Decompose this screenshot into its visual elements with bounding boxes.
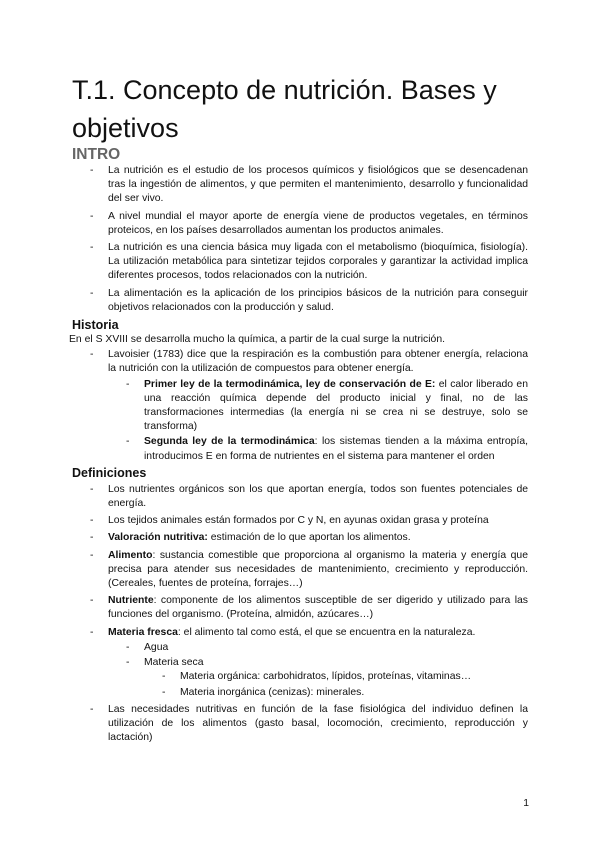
term: Nutriente	[108, 595, 154, 607]
intro-list	[72, 164, 528, 315]
list-item: - La nutrición es una ciencia básica muy ligada con el metabolismo (bioquímica, fisiología). La utilización metabólica para sintetizar tejidos corporales y garantizar la actividad implica diferentes procesos, todos relacionados con la nutrición.	[108, 241, 528, 284]
list-item	[108, 348, 528, 464]
page-number: 1	[523, 798, 529, 809]
page-title: T.1. Concepto de nutrición. Bases y objetivos	[72, 75, 497, 143]
materia-seca-label: Materia seca	[144, 657, 204, 669]
lavoisier-text: Lavoisier (1783) dice que la respiración es la combustión para obtener energía, relaciona la nutrición con la utilización de compuestos para obtener energía.	[108, 349, 528, 375]
law-name: Segunda ley de la termodinámica	[144, 436, 315, 448]
list-item: - Materia inorgánica (cenizas): minerales.	[180, 686, 528, 700]
historia-list	[72, 348, 528, 464]
term: Materia fresca	[108, 626, 178, 638]
list-item	[144, 378, 528, 435]
list-item	[144, 435, 528, 463]
term-definition: estimación de lo que aportan los alimentos.	[207, 532, 411, 544]
list-item	[108, 531, 528, 545]
list-item	[108, 594, 528, 622]
term-definition: : componente de los alimentos susceptible de ser digerido y utilizado para las funciones del organismo. (Proteína, almidón, azúcares…)	[108, 595, 528, 621]
term: Valoración nutritiva:	[108, 532, 208, 544]
document-body	[69, 146, 528, 748]
historia-paragraph: En el S XVIII se desarrolla mucho la química, a partir de la cual surge la nutrición.	[69, 334, 445, 346]
list-item: - A nivel mundial el mayor aporte de energía viene de productos vegetales, en términos proteicos, en los países desarrollados aumentan los productos animales.	[108, 210, 528, 238]
list-item: - Los nutrientes orgánicos son los que aportan energía, todos son fuentes potenciales de energía.	[108, 483, 528, 511]
law-name: Primer ley de la termodinámica, ley de conservación de E:	[144, 378, 436, 390]
intro-heading: INTRO	[72, 146, 121, 163]
term-definition: : sustancia comestible que proporciona al organismo la materia y energía que precisa para atender sus necesidades de mantenimiento, crecimiento y reproducción. (Cereales, fuentes de proteína, forrajes…)	[108, 549, 528, 590]
list-item	[108, 549, 528, 592]
term-definition: : el alimento tal como está, el que se encuentra en la naturaleza.	[177, 626, 476, 638]
materia-seca-list	[144, 670, 528, 699]
term: Alimento	[108, 549, 153, 561]
law-text: el calor liberado en una reacción química depende del producto inicial y final, no de las transformaciones intermedias (la energía ni se crea ni se destruye, solo se transforma)	[144, 378, 528, 433]
list-item: - La nutrición es el estudio de los procesos químicos y fisiológicos que se desencadenan tras la ingestión de alimentos, y que permiten el mantenimiento, desarrollo y funcionalidad del ser vivo.	[108, 164, 528, 207]
materia-list	[108, 641, 528, 700]
law-text: : los sistemas tienden a la máxima entropía, introducimos E en forma de nutrientes en el sistema para mantener el orden	[144, 436, 528, 462]
list-item: - Las necesidades nutritivas en función de la fase fisiológica del individuo definen la utilización de los alimentos (gasto basal, locomoción, crecimiento, reproducción y lactación)	[108, 703, 528, 746]
list-item: - Materia orgánica: carbohidratos, lípidos, proteínas, vitaminas…	[180, 670, 528, 684]
definiciones-heading: Definiciones	[72, 465, 147, 480]
list-item: - La alimentación es la aplicación de los principios básicos de la nutrición para conseguir objetivos relacionados con la producción y salud.	[108, 287, 528, 315]
historia-heading: Historia	[72, 318, 119, 333]
list-item: - Agua	[144, 641, 528, 655]
list-item	[108, 626, 528, 700]
definiciones-list	[72, 483, 528, 745]
list-item: - Los tejidos animales están formados por C y N, en ayunas oxidan grasa y proteína	[108, 514, 528, 528]
termodinamica-list	[108, 378, 528, 464]
list-item	[144, 656, 528, 700]
